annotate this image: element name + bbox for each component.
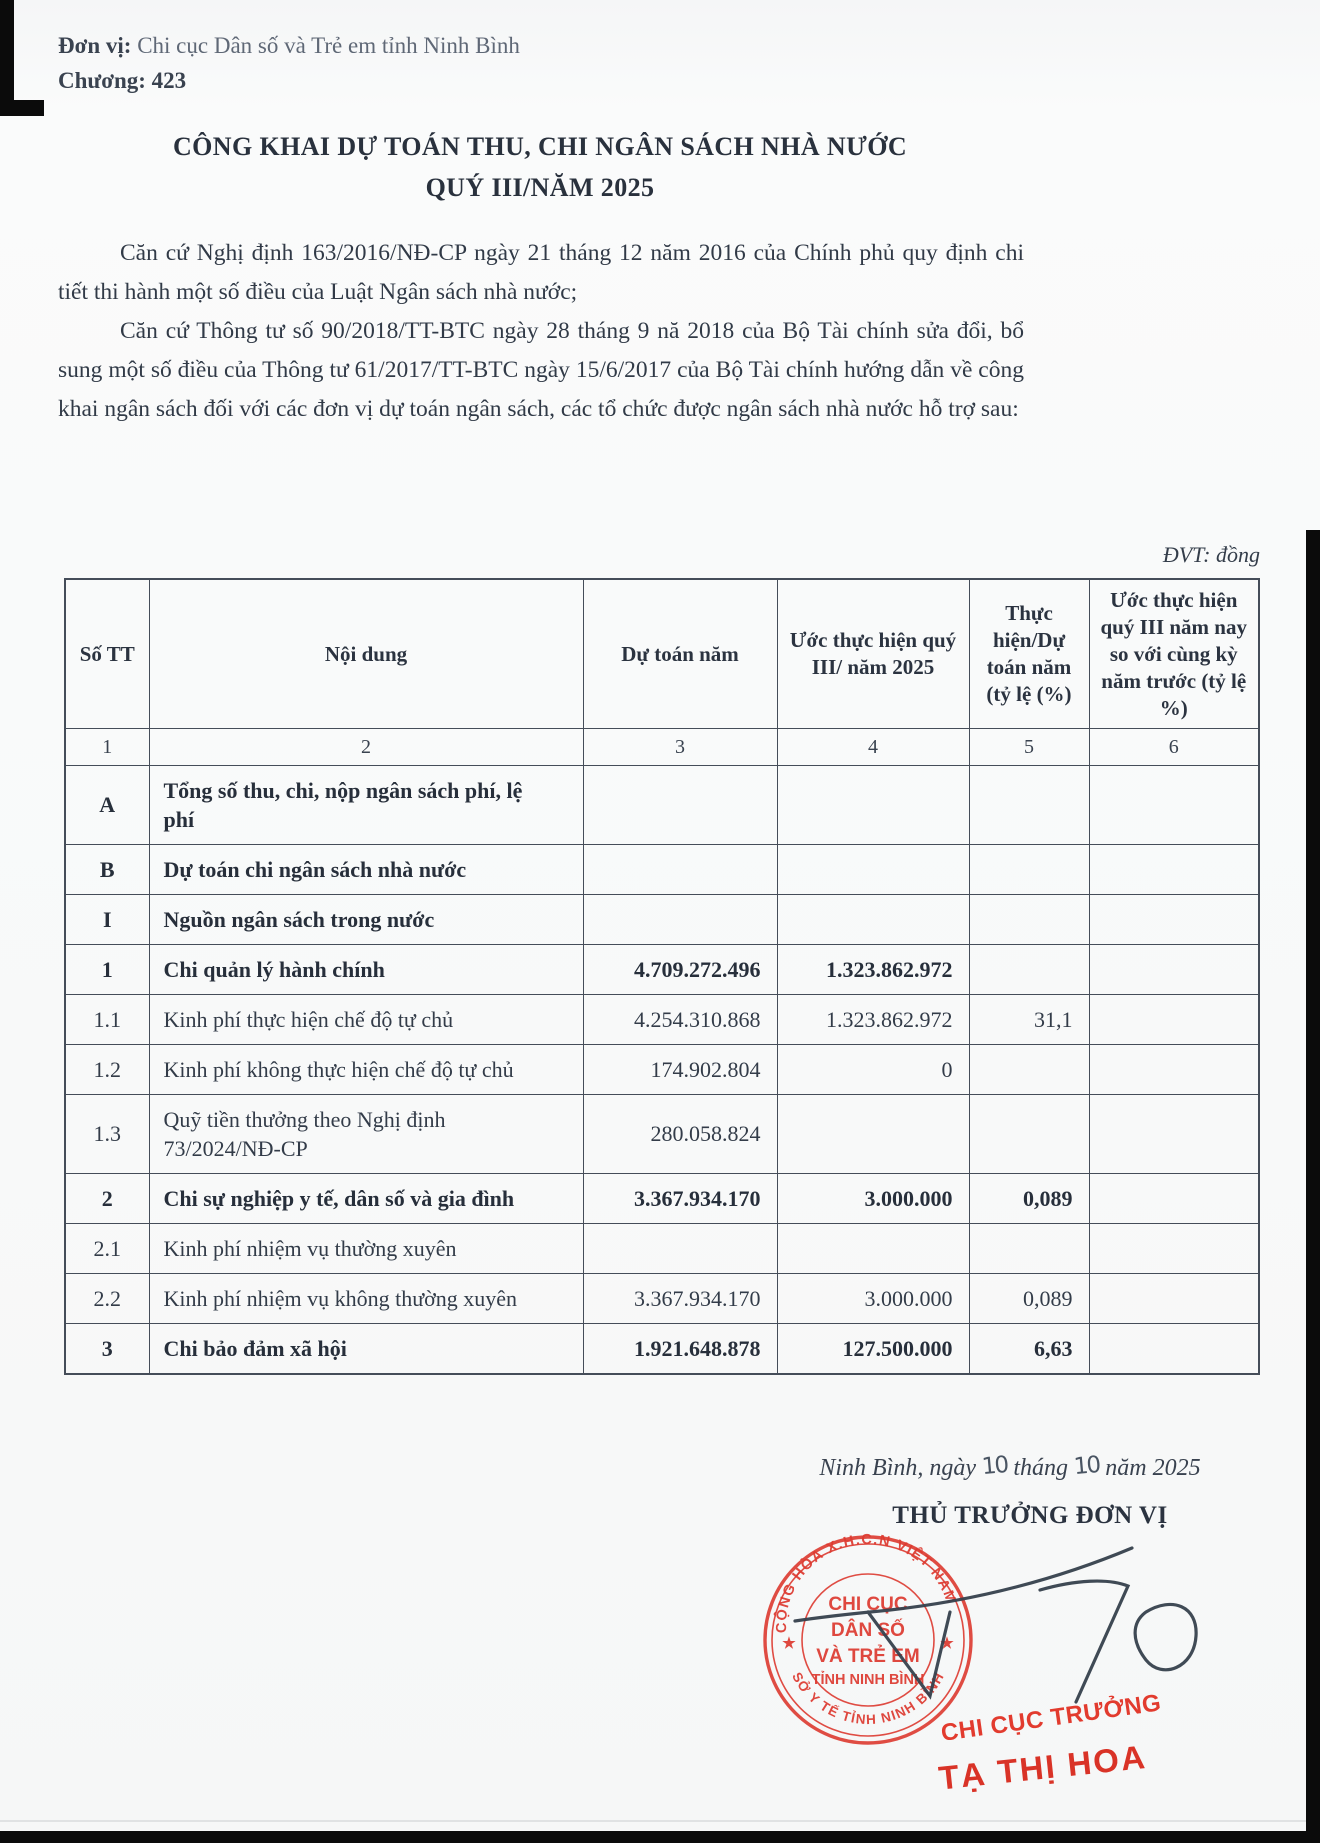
scan-artifact-left-nub: [0, 100, 44, 116]
chapter-line: [58, 63, 520, 98]
cell-stt: 2.2: [65, 1274, 149, 1324]
cell-content: Kinh phí nhiệm vụ không thường xuyên: [149, 1274, 583, 1324]
table-row: [65, 1045, 1259, 1095]
cell-du-toan-nam: 4.254.310.868: [583, 995, 777, 1045]
budget-table: [64, 578, 1260, 1375]
cell-uoc-thuc-hien: 0: [777, 1045, 969, 1095]
date-month-label: tháng: [1013, 1455, 1068, 1481]
paragraph: Căn cứ Nghị định 163/2016/NĐ-CP ngày 21 tháng 12 năm 2016 của Chính phủ quy định chi tiết thi hành một số điều của Luật Ngân sách nhà nước;: [58, 240, 1024, 305]
table-row: [65, 1174, 1259, 1224]
cell-stt: 1: [65, 945, 149, 995]
column-number: 1: [65, 729, 149, 766]
cell-ty-le: [969, 845, 1089, 895]
cell-so-cung-ky: [1089, 1095, 1259, 1174]
cell-stt: B: [65, 845, 149, 895]
cell-du-toan-nam: 4.709.272.496: [583, 945, 777, 995]
table-row: [65, 1095, 1259, 1174]
cell-stt: 2: [65, 1174, 149, 1224]
cell-ty-le: [969, 1045, 1089, 1095]
cell-so-cung-ky: [1089, 1274, 1259, 1324]
cell-ty-le: 0,089: [969, 1274, 1089, 1324]
cell-ty-le: 31,1: [969, 995, 1089, 1045]
document-title: [60, 126, 1020, 208]
cell-du-toan-nam: 3.367.934.170: [583, 1174, 777, 1224]
cell-du-toan-nam: 1.921.648.878: [583, 1324, 777, 1375]
cell-du-toan-nam: 3.367.934.170: [583, 1274, 777, 1324]
unit-line: [58, 28, 520, 63]
table-row: [65, 995, 1259, 1045]
column-header: Dự toán năm: [583, 579, 777, 729]
cell-uoc-thuc-hien: 3.000.000: [777, 1174, 969, 1224]
signer-title: THỦ TRƯỞNG ĐƠN VỊ: [892, 1502, 1168, 1529]
cell-du-toan-nam: [583, 845, 777, 895]
cell-uoc-thuc-hien: [777, 1224, 969, 1274]
cell-uoc-thuc-hien: [777, 766, 969, 845]
column-number: 2: [149, 729, 583, 766]
cell-content: Chi bảo đảm xã hội: [149, 1324, 583, 1375]
cell-uoc-thuc-hien: [777, 895, 969, 945]
table-row: [65, 1324, 1259, 1375]
cell-uoc-thuc-hien: 1.323.862.972: [777, 995, 969, 1045]
cell-so-cung-ky: [1089, 1045, 1259, 1095]
cell-so-cung-ky: [1089, 766, 1259, 845]
cell-so-cung-ky: [1089, 995, 1259, 1045]
stamp-center-line-1: CHI CỤC: [828, 1594, 908, 1615]
cell-ty-le: [969, 895, 1089, 945]
chapter-value: 423: [151, 68, 187, 93]
cell-so-cung-ky: [1089, 845, 1259, 895]
cell-uoc-thuc-hien: 3.000.000: [777, 1274, 969, 1324]
title-line-2: QUÝ III/NĂM 2025: [425, 173, 655, 202]
table-body: [65, 766, 1259, 1375]
column-header: Ước thực hiện quý III/ năm 2025: [777, 579, 969, 729]
cell-ty-le: [969, 1224, 1089, 1274]
column-header: Thực hiện/Dự toán năm (tỷ lệ (%): [969, 579, 1089, 729]
table-row: [65, 945, 1259, 995]
cell-stt: I: [65, 895, 149, 945]
column-header: Ước thực hiện quý III năm nay so với cùng kỳ năm trước (tỷ lệ %): [1089, 579, 1259, 729]
column-number: 4: [777, 729, 969, 766]
place-date-line: [730, 1451, 1290, 1482]
stamp-center-line-3: VÀ TRẺ EM: [816, 1646, 920, 1667]
cell-stt: A: [65, 766, 149, 845]
cell-content: Tổng số thu, chi, nộp ngân sách phí, lệ phí: [149, 766, 583, 845]
cell-content: Kinh phí nhiệm vụ thường xuyên: [149, 1224, 583, 1274]
cell-uoc-thuc-hien: [777, 1095, 969, 1174]
scan-artifact-left-edge: [0, 0, 14, 112]
cell-stt: 1.2: [65, 1045, 149, 1095]
table-row: [65, 845, 1259, 895]
cell-du-toan-nam: 280.058.824: [583, 1095, 777, 1174]
cell-uoc-thuc-hien: 1.323.862.972: [777, 945, 969, 995]
cell-so-cung-ky: [1089, 1224, 1259, 1274]
cell-du-toan-nam: [583, 895, 777, 945]
paragraph: Căn cứ Thông tư số 90/2018/TT-BTC ngày 28 tháng 9 nă 2018 của Bộ Tài chính sửa đổi, bổ sung một số điều của Thông tư 61/2017/TT-BTC ngày 15/6/2017 của Bộ Tài chính hướng dẫn về công khai ngân sách đối với các đơn vị dự toán ngân sách, các tổ chức được ngân sách nhà nước hỗ trợ sau:: [58, 318, 1024, 422]
cell-content: Nguồn ngân sách trong nước: [149, 895, 583, 945]
currency-unit-note: ĐVT: đồng: [1162, 542, 1260, 567]
table-row: [65, 1224, 1259, 1274]
cell-content: Chi quản lý hành chính: [149, 945, 583, 995]
handwritten-month: 10: [1072, 1451, 1101, 1481]
signer-name: TẠ THỊ HOA: [936, 1737, 1149, 1797]
date-prefix: Ninh Bình, ngày: [819, 1455, 977, 1481]
table-row: [65, 766, 1259, 845]
handwritten-day: 10: [980, 1451, 1009, 1481]
cell-ty-le: 0,089: [969, 1174, 1089, 1224]
stamp-bottom-text: SỞ Y TẾ TỈNH NINH BÌNH: [789, 1669, 947, 1728]
title-line-1: CÔNG KHAI DỰ TOÁN THU, CHI NGÂN SÁCH NHÀ NƯỚC: [172, 132, 907, 161]
stamp-top-text: CỘNG HÒA X.H.C.N VIỆT NAM: [773, 1531, 959, 1634]
cell-ty-le: [969, 766, 1089, 845]
stamp-center-line-2: DÂN SỐ: [831, 1620, 905, 1641]
cell-uoc-thuc-hien: [777, 845, 969, 895]
cell-uoc-thuc-hien: 127.500.000: [777, 1324, 969, 1375]
cell-so-cung-ky: [1089, 945, 1259, 995]
table-head: [65, 579, 1259, 766]
unit-value: Chi cục Dân số và Trẻ em tỉnh Ninh Bình: [137, 33, 520, 58]
scan-artifact-bottom-edge: [0, 1831, 1320, 1843]
cell-content: Quỹ tiền thưởng theo Nghị định 73/2024/NĐ-CP: [149, 1095, 583, 1174]
table-row: [65, 1274, 1259, 1324]
date-year-label: năm 2025: [1105, 1455, 1201, 1481]
column-number: 5: [969, 729, 1089, 766]
column-header: Nội dung: [149, 579, 583, 729]
cell-so-cung-ky: [1089, 1324, 1259, 1375]
cell-stt: 1.3: [65, 1095, 149, 1174]
table-header-row: [65, 579, 1259, 729]
stamp-star-left-icon: ★: [782, 1635, 796, 1652]
cell-content: Kinh phí thực hiện chế độ tự chủ: [149, 995, 583, 1045]
unit-label: Đơn vị:: [58, 33, 132, 58]
chapter-label: Chương:: [58, 68, 146, 93]
cell-ty-le: [969, 1095, 1089, 1174]
column-header: Số TT: [65, 579, 149, 729]
legal-basis-paragraphs: [58, 234, 1024, 429]
cell-ty-le: [969, 945, 1089, 995]
table-row: [65, 895, 1259, 945]
document-header: [58, 28, 520, 98]
table-colnum-row: [65, 729, 1259, 766]
cell-content: Kinh phí không thực hiện chế độ tự chủ: [149, 1045, 583, 1095]
cell-stt: 2.1: [65, 1224, 149, 1274]
cell-content: Chi sự nghiệp y tế, dân số và gia đình: [149, 1174, 583, 1224]
cell-du-toan-nam: [583, 766, 777, 845]
cell-du-toan-nam: 174.902.804: [583, 1045, 777, 1095]
cell-content: Dự toán chi ngân sách nhà nước: [149, 845, 583, 895]
cell-ty-le: 6,63: [969, 1324, 1089, 1375]
stamp-star-right-icon: ★: [940, 1635, 954, 1652]
cell-so-cung-ky: [1089, 895, 1259, 945]
column-number: 6: [1089, 729, 1259, 766]
cell-stt: 3: [65, 1324, 149, 1375]
cell-du-toan-nam: [583, 1224, 777, 1274]
stamp-center-line-4: TỈNH NINH BÌNH: [811, 1672, 925, 1688]
position-title: CHI CỤC TRƯỞNG: [939, 1689, 1163, 1747]
cell-so-cung-ky: [1089, 1174, 1259, 1224]
column-number: 3: [583, 729, 777, 766]
cell-stt: 1.1: [65, 995, 149, 1045]
